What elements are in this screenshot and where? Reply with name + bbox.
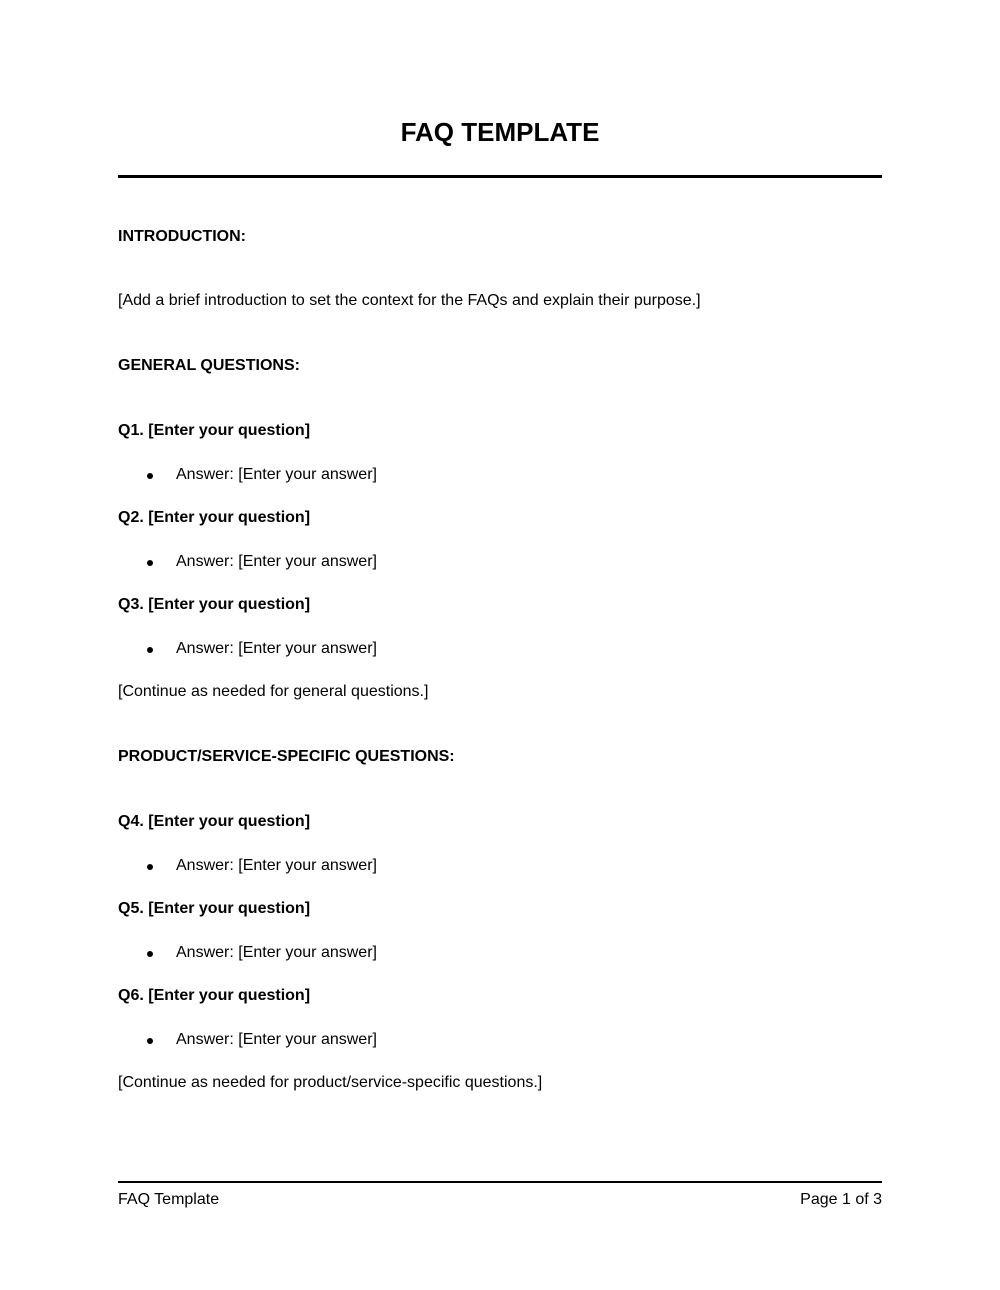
question-2: Q2. [Enter your question] (118, 509, 311, 526)
introduction-heading: INTRODUCTION: (118, 228, 246, 245)
question-4: Q4. [Enter your question] (118, 813, 311, 830)
question-3: Q3. [Enter your question] (118, 596, 311, 613)
answer-6-text: Answer: [Enter your answer] (176, 1031, 377, 1048)
question-5: Q5. [Enter your question] (118, 900, 311, 917)
answer-5-text: Answer: [Enter your answer] (176, 944, 377, 961)
bullet-icon (147, 473, 153, 479)
product-continue-note: [Continue as needed for product/service-specific questions.] (118, 1074, 543, 1091)
bullet-icon (147, 1038, 153, 1044)
introduction-body: [Add a brief introduction to set the context for the FAQs and explain their purpose.] (118, 292, 701, 309)
question-6: Q6. [Enter your question] (118, 987, 311, 1004)
footer-document-name: FAQ Template (118, 1191, 220, 1208)
bullet-icon (147, 560, 153, 566)
bullet-icon (147, 951, 153, 957)
answer-3-text: Answer: [Enter your answer] (176, 640, 377, 657)
answer-1-text: Answer: [Enter your answer] (176, 466, 377, 483)
bullet-icon (147, 647, 153, 653)
product-questions-heading: PRODUCT/SERVICE-SPECIFIC QUESTIONS: (118, 748, 455, 765)
question-1: Q1. [Enter your question] (118, 422, 311, 439)
bullet-icon (147, 864, 153, 870)
answer-2-text: Answer: [Enter your answer] (176, 553, 377, 570)
document-title: FAQ TEMPLATE (400, 117, 600, 147)
title-divider (118, 175, 882, 178)
general-questions-heading: GENERAL QUESTIONS: (118, 357, 300, 374)
general-continue-note: [Continue as needed for general questions.] (118, 683, 429, 700)
answer-4-text: Answer: [Enter your answer] (176, 857, 377, 874)
footer-divider (118, 1181, 882, 1183)
footer-page-number: Page 1 of 3 (800, 1191, 882, 1208)
